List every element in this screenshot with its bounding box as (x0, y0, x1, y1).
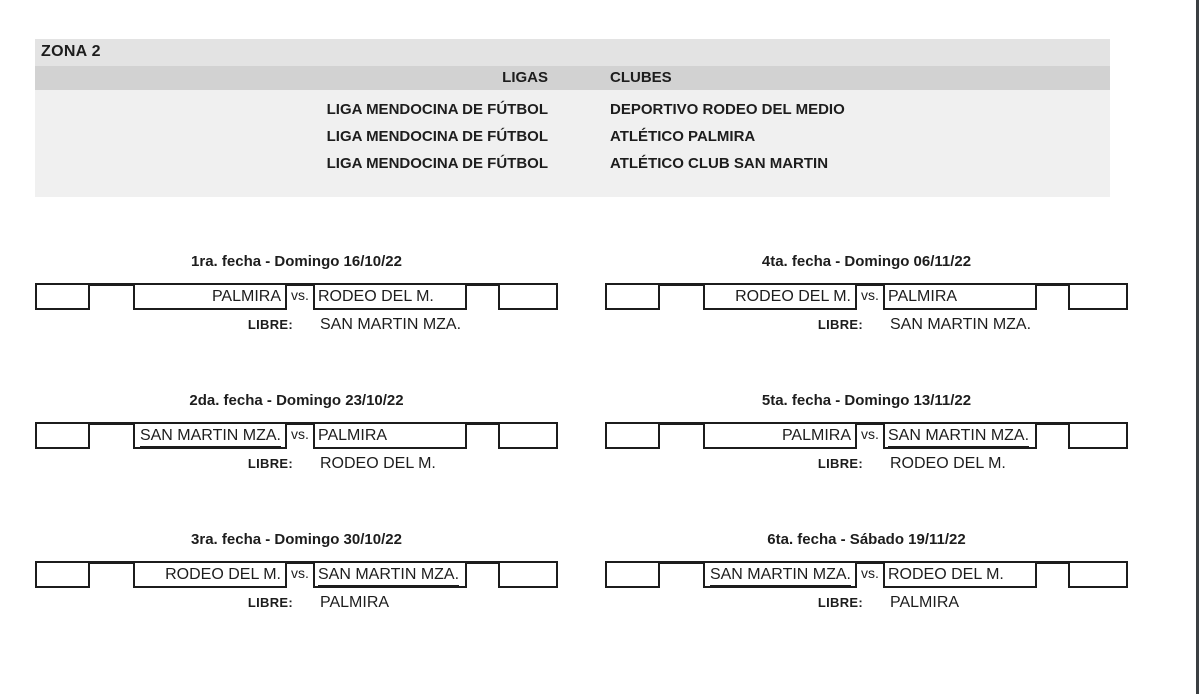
libre-label: LIBRE: (247, 456, 293, 471)
liga-cell: LIGA MENDOCINA DE FÚTBOL (326, 128, 548, 145)
vs-label: vs. (291, 287, 309, 303)
home-team-name: SAN MARTIN MZA. (710, 564, 851, 587)
score-box-right (1068, 283, 1128, 310)
libre-row (35, 316, 558, 334)
score-box-left (35, 561, 90, 588)
score-box-right (498, 283, 558, 310)
score-box-right (1068, 561, 1128, 588)
match-row (35, 422, 558, 449)
home-team-name: SAN MARTIN MZA. (140, 425, 281, 448)
fixture-block-6 (605, 530, 1128, 622)
home-team-name: RODEO DEL M. (735, 288, 851, 305)
vs-label: vs. (291, 565, 309, 581)
match-row (605, 422, 1128, 449)
away-team-box (883, 283, 1037, 310)
away-team-box (313, 561, 467, 588)
libre-team-name: SAN MARTIN MZA. (320, 316, 462, 333)
fixture-block-4 (605, 252, 1128, 344)
fixture-block-1 (35, 252, 558, 344)
libre-label: LIBRE: (817, 456, 863, 471)
libre-label: LIBRE: (247, 317, 293, 332)
fixture-block-2 (35, 391, 558, 483)
away-team-name: SAN MARTIN MZA. (318, 564, 459, 587)
match-row (35, 283, 558, 310)
fixture-title: 5ta. fecha - Domingo 13/11/22 (761, 392, 972, 409)
match-row (35, 561, 558, 588)
home-team-box (133, 561, 287, 588)
score-box-left (605, 561, 660, 588)
score-box-left (35, 422, 90, 449)
match-row (605, 561, 1128, 588)
libre-label: LIBRE: (247, 595, 293, 610)
liga-cell: LIGA MENDOCINA DE FÚTBOL (326, 155, 548, 172)
score-box-left (605, 422, 660, 449)
away-team-box (313, 283, 467, 310)
fixture-block-5 (605, 391, 1128, 483)
home-team-box (133, 283, 287, 310)
fixture-title: 4ta. fecha - Domingo 06/11/22 (761, 253, 972, 270)
vs-label: vs. (861, 426, 879, 442)
fixture-title: 6ta. fecha - Sábado 19/11/22 (767, 531, 966, 548)
club-cell: ATLÉTICO CLUB SAN MARTIN (610, 155, 829, 172)
home-team-name: PALMIRA (781, 427, 851, 444)
fixture-title: 3ra. fecha - Domingo 30/10/22 (191, 531, 402, 548)
vs-label: vs. (291, 426, 309, 442)
score-box-left (35, 283, 90, 310)
away-team-box (883, 422, 1037, 449)
page-right-edge-line (1196, 0, 1199, 694)
home-team-box (703, 283, 857, 310)
libre-team-name: RODEO DEL M. (890, 455, 1006, 472)
home-team-name: PALMIRA (211, 288, 281, 305)
away-team-box (883, 561, 1037, 588)
vs-label: vs. (861, 287, 879, 303)
clubes-column-header: CLUBES (610, 69, 672, 86)
zone-title: ZONA 2 (35, 39, 1110, 66)
away-team-name: RODEO DEL M. (318, 288, 434, 305)
away-team-box (313, 422, 467, 449)
club-cell: DEPORTIVO RODEO DEL MEDIO (610, 101, 845, 118)
score-box-right (1068, 422, 1128, 449)
away-team-name: RODEO DEL M. (888, 566, 1004, 583)
vs-label: vs. (861, 565, 879, 581)
score-box-right (498, 422, 558, 449)
libre-row (605, 455, 1128, 473)
fixture-block-3 (35, 530, 558, 622)
libre-team-name: PALMIRA (320, 594, 390, 611)
score-box-right (498, 561, 558, 588)
libre-team-name: SAN MARTIN MZA. (890, 316, 1032, 333)
table-row (35, 123, 1110, 150)
zone-block (35, 39, 1110, 197)
fixture-title: 2da. fecha - Domingo 23/10/22 (189, 392, 404, 409)
home-team-box (703, 422, 857, 449)
libre-row (605, 316, 1128, 334)
liga-cell: LIGA MENDOCINA DE FÚTBOL (326, 101, 548, 118)
away-team-name: SAN MARTIN MZA. (888, 425, 1029, 448)
table-row (35, 96, 1110, 123)
match-row (605, 283, 1128, 310)
libre-row (35, 455, 558, 473)
fixture-title: 1ra. fecha - Domingo 16/10/22 (191, 253, 402, 270)
clubs-table-header (35, 66, 1110, 90)
libre-label: LIBRE: (817, 595, 863, 610)
away-team-name: PALMIRA (888, 288, 958, 305)
home-team-box (133, 422, 287, 449)
libre-row (605, 594, 1128, 612)
score-box-left (605, 283, 660, 310)
table-row (35, 150, 1110, 177)
home-team-name: RODEO DEL M. (165, 566, 281, 583)
away-team-name: PALMIRA (318, 427, 388, 444)
libre-label: LIBRE: (817, 317, 863, 332)
clubs-table-body (35, 90, 1110, 197)
libre-team-name: PALMIRA (890, 594, 960, 611)
club-cell: ATLÉTICO PALMIRA (610, 128, 756, 145)
libre-row (35, 594, 558, 612)
ligas-column-header: LIGAS (502, 69, 548, 86)
libre-team-name: RODEO DEL M. (320, 455, 436, 472)
home-team-box (703, 561, 857, 588)
